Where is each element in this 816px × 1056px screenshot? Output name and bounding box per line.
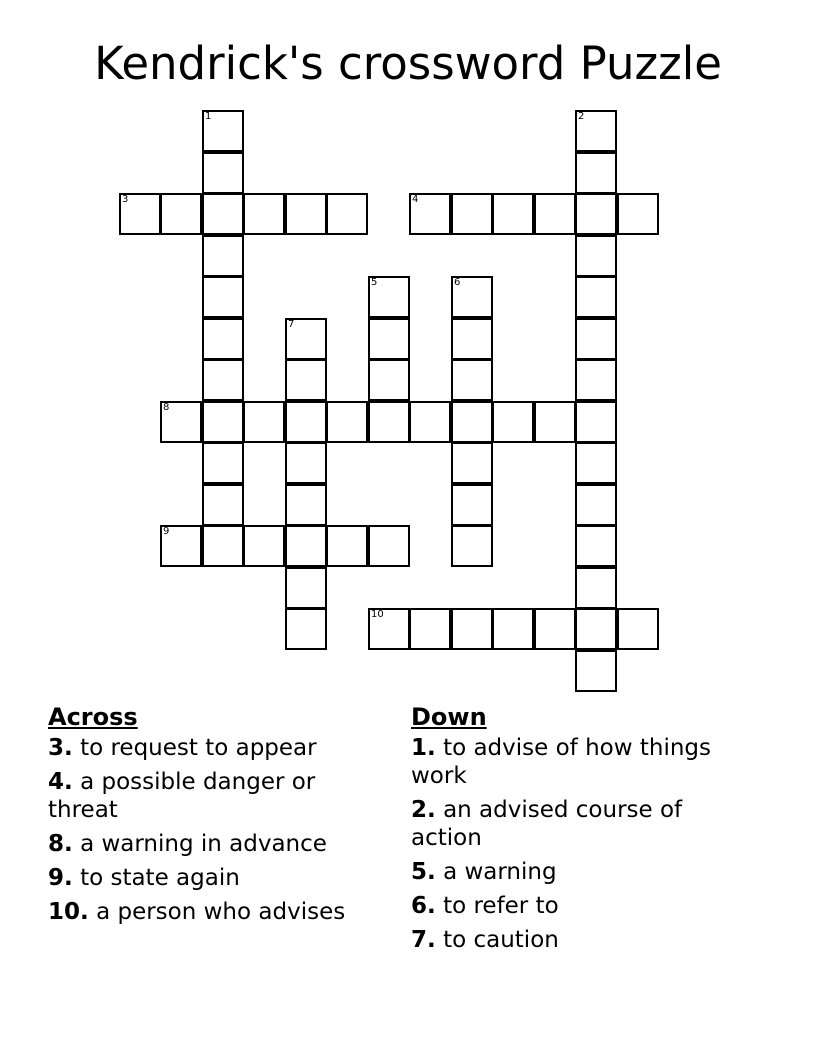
grid-cell[interactable]: [326, 193, 368, 235]
clue-down-2: [411, 796, 731, 852]
grid-cell[interactable]: [285, 442, 327, 484]
grid-cell[interactable]: [451, 276, 493, 318]
grid-cell[interactable]: [326, 401, 368, 443]
clue-text: a possible danger or threat: [48, 769, 316, 823]
grid-cell[interactable]: [160, 525, 202, 567]
grid-cell[interactable]: [492, 193, 534, 235]
grid-cell[interactable]: [575, 567, 617, 609]
clue-number: 5.: [411, 859, 436, 885]
clue-number-label: 5: [371, 277, 378, 288]
clue-text: to advise of how things work: [411, 735, 711, 789]
clue-across-4: [48, 768, 388, 824]
grid-cell[interactable]: [368, 359, 410, 401]
grid-cell[interactable]: [202, 110, 244, 152]
clue-number: 8.: [48, 831, 73, 857]
grid-cell[interactable]: [451, 318, 493, 360]
grid-cell[interactable]: [243, 401, 285, 443]
clue-text: a person who advises: [96, 899, 346, 925]
across-heading: Across: [48, 703, 138, 731]
grid-cell[interactable]: [575, 235, 617, 277]
clue-number-label: 7: [288, 319, 295, 330]
clue-down-1: [411, 734, 731, 790]
grid-cell[interactable]: [575, 152, 617, 194]
grid-cell[interactable]: [202, 401, 244, 443]
grid-cell[interactable]: [202, 525, 244, 567]
clue-number: 9.: [48, 865, 73, 891]
clue-down-6: [411, 892, 731, 920]
grid-cell[interactable]: [451, 401, 493, 443]
grid-cell[interactable]: [368, 525, 410, 567]
clue-number-label: 6: [454, 277, 461, 288]
clue-number-label: 8: [163, 402, 170, 413]
grid-cell[interactable]: [202, 276, 244, 318]
clue-number-label: 1: [205, 111, 212, 122]
clue-text: to state again: [80, 865, 240, 891]
grid-cell[interactable]: [202, 442, 244, 484]
grid-cell[interactable]: [492, 401, 534, 443]
grid-cell[interactable]: [492, 608, 534, 650]
grid-cell[interactable]: [409, 401, 451, 443]
clue-number: 1.: [411, 735, 436, 761]
grid-cell[interactable]: [368, 608, 410, 650]
grid-cell[interactable]: [202, 152, 244, 194]
clue-number-label: 4: [412, 194, 419, 205]
grid-cell[interactable]: [202, 235, 244, 277]
grid-cell[interactable]: [451, 484, 493, 526]
grid-cell[interactable]: [285, 193, 327, 235]
grid-cell[interactable]: [575, 401, 617, 443]
grid-cell[interactable]: [368, 401, 410, 443]
grid-cell[interactable]: [202, 359, 244, 401]
grid-cell[interactable]: [409, 193, 451, 235]
grid-cell[interactable]: [326, 525, 368, 567]
grid-cell[interactable]: [534, 193, 576, 235]
clue-across-8: [48, 830, 388, 858]
grid-cell[interactable]: [451, 608, 493, 650]
grid-cell[interactable]: [285, 608, 327, 650]
grid-cell[interactable]: [451, 359, 493, 401]
grid-cell[interactable]: [160, 401, 202, 443]
grid-cell[interactable]: [451, 442, 493, 484]
clue-number-label: 3: [122, 194, 129, 205]
clue-across-9: [48, 864, 388, 892]
grid-cell[interactable]: [534, 401, 576, 443]
clue-number-label: 2: [578, 111, 585, 122]
grid-cell[interactable]: [285, 401, 327, 443]
grid-cell[interactable]: [451, 193, 493, 235]
clue-number: 6.: [411, 893, 436, 919]
grid-cell[interactable]: [202, 318, 244, 360]
grid-cell[interactable]: [575, 193, 617, 235]
clue-text: to request to appear: [80, 735, 317, 761]
clue-text: an advised course of action: [411, 797, 683, 851]
clue-across-3: [48, 734, 388, 762]
grid-cell[interactable]: [368, 318, 410, 360]
grid-cell[interactable]: [243, 525, 285, 567]
clue-number-label: 9: [163, 526, 170, 537]
clue-text: a warning: [443, 859, 557, 885]
grid-cell[interactable]: [368, 276, 410, 318]
grid-cell[interactable]: [534, 608, 576, 650]
clue-down-7: [411, 926, 731, 954]
grid-cell[interactable]: [409, 608, 451, 650]
grid-cell[interactable]: [575, 484, 617, 526]
grid-cell[interactable]: [617, 608, 659, 650]
grid-cell[interactable]: [243, 193, 285, 235]
across-clues: [48, 703, 388, 932]
grid-cell[interactable]: [575, 276, 617, 318]
grid-cell[interactable]: [575, 608, 617, 650]
grid-cell[interactable]: [575, 110, 617, 152]
page-title: Kendrick's crossword Puzzle: [94, 37, 722, 90]
clue-number: 3.: [48, 735, 73, 761]
grid-cell[interactable]: [202, 193, 244, 235]
clue-number: 4.: [48, 769, 73, 795]
clue-number: 7.: [411, 927, 436, 953]
grid-cell[interactable]: [575, 525, 617, 567]
grid-cell[interactable]: [575, 650, 617, 692]
clue-down-5: [411, 858, 731, 886]
grid-cell[interactable]: [285, 318, 327, 360]
grid-cell[interactable]: [160, 193, 202, 235]
down-clues: [411, 703, 731, 960]
grid-cell[interactable]: [575, 359, 617, 401]
grid-cell[interactable]: [575, 442, 617, 484]
clue-text: to caution: [443, 927, 559, 953]
grid-cell[interactable]: [285, 484, 327, 526]
grid-cell[interactable]: [285, 359, 327, 401]
grid-cell[interactable]: [285, 525, 327, 567]
grid-cell[interactable]: [202, 484, 244, 526]
clue-number-label: 10: [371, 609, 384, 620]
grid-cell[interactable]: [451, 525, 493, 567]
grid-cell[interactable]: [119, 193, 161, 235]
clue-number: 2.: [411, 797, 436, 823]
grid-cell[interactable]: [617, 193, 659, 235]
clue-text: a warning in advance: [80, 831, 327, 857]
down-heading: Down: [411, 703, 487, 731]
grid-cell[interactable]: [575, 318, 617, 360]
clue-number: 10.: [48, 899, 89, 925]
grid-cell[interactable]: [285, 567, 327, 609]
clue-text: to refer to: [443, 893, 559, 919]
clue-across-10: [48, 898, 388, 926]
